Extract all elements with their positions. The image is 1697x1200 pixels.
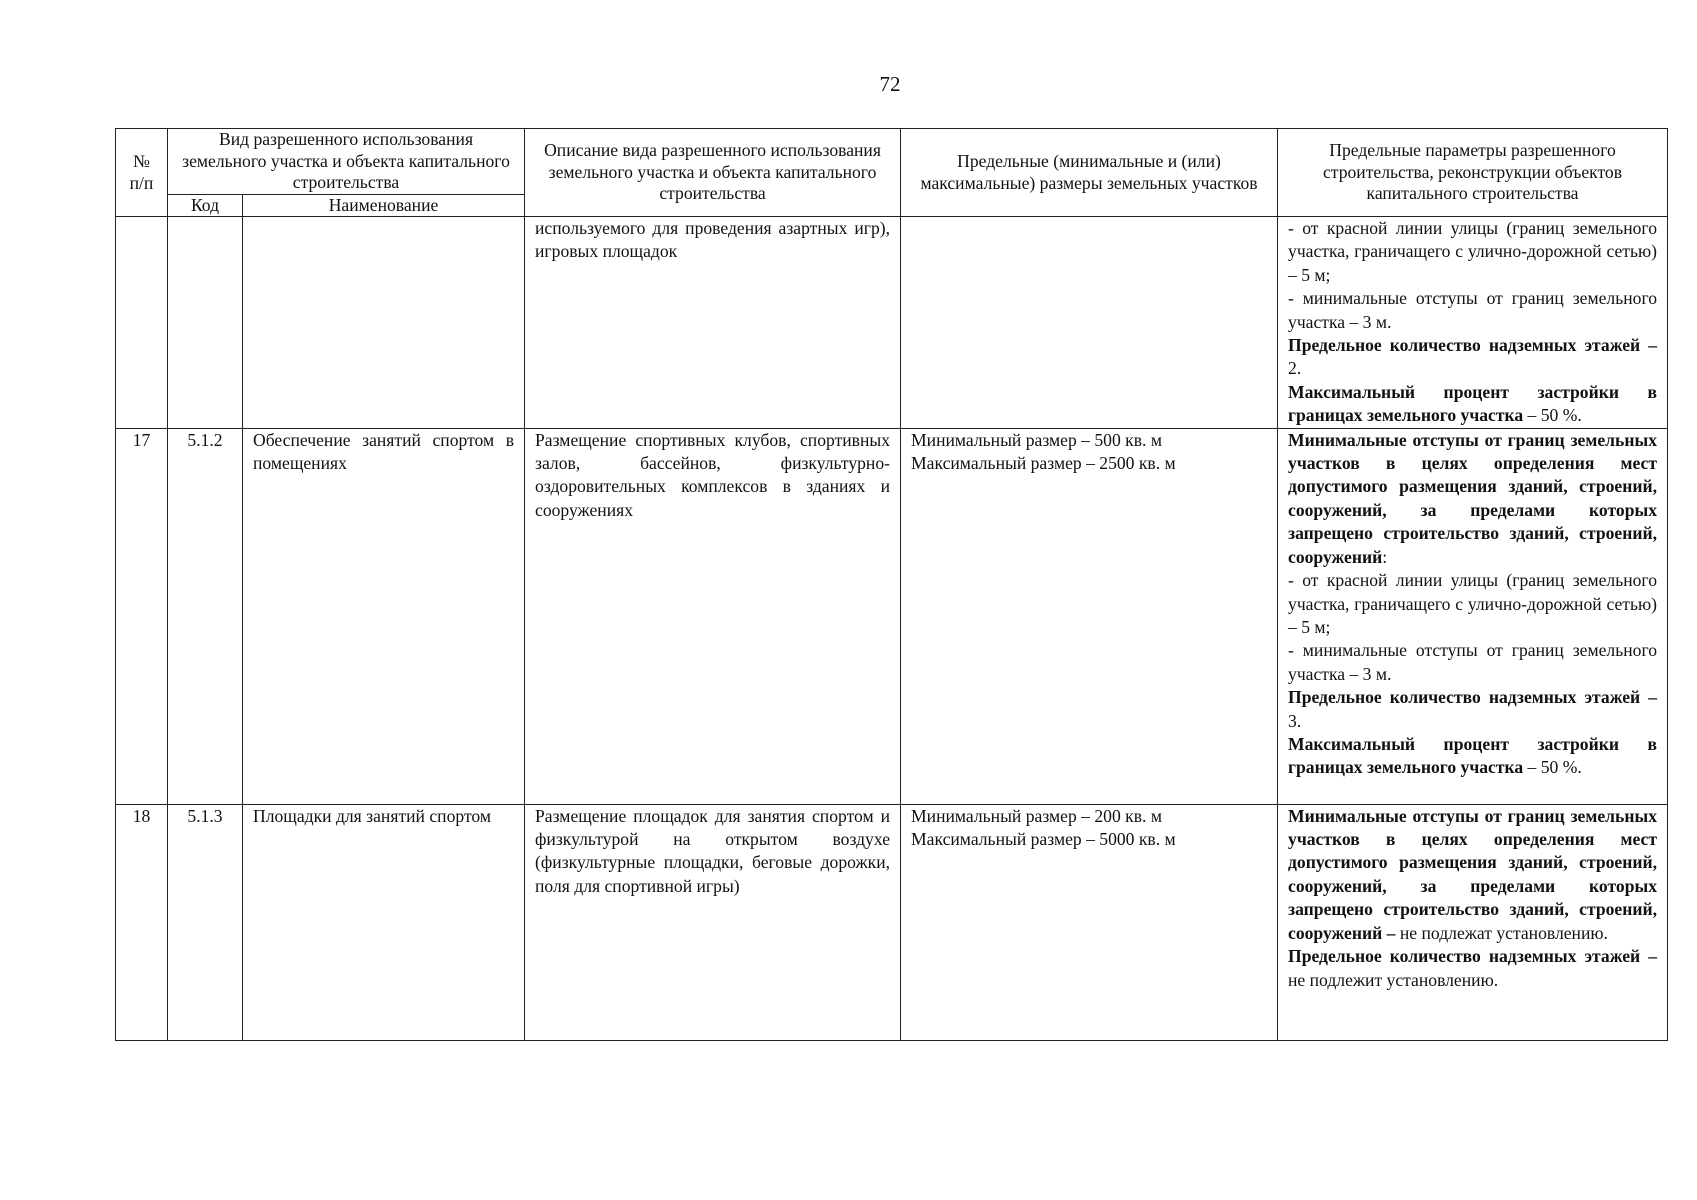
row-name: Обеспечение занятий спортом в помещениях bbox=[243, 428, 525, 804]
param-floors bbox=[1288, 945, 1657, 992]
param-floors-value: не подлежит установлению. bbox=[1288, 969, 1499, 990]
table-row bbox=[116, 217, 1668, 429]
header-description: Описание вида разрешенного использования земельного участка и объекта капитального строительства bbox=[525, 129, 901, 217]
param-floors-value: 2. bbox=[1288, 358, 1302, 379]
header-name: Наименование bbox=[243, 194, 525, 217]
param-offsets bbox=[1288, 805, 1657, 945]
param-floors bbox=[1288, 686, 1657, 733]
size-max: Максимальный размер – 5000 кв. м bbox=[911, 829, 1176, 850]
row-description: Размещение площадок для занятия спортом и физкультурой на открытом воздухе (физкультурные площадки, беговые дорожки, поля для спортивной игры) bbox=[525, 804, 901, 1040]
page-number: 72 bbox=[879, 72, 901, 96]
param-floors-label: Предельное количество надземных этажей – bbox=[1288, 687, 1658, 708]
param-percent-value: – 50 %. bbox=[1523, 757, 1582, 778]
table-row bbox=[116, 804, 1668, 1040]
param-percent bbox=[1288, 733, 1657, 780]
permitted-use-table bbox=[115, 128, 1668, 1041]
param-floors-value: 3. bbox=[1288, 710, 1302, 731]
param-floors-label: Предельное количество надземных этажей – bbox=[1288, 335, 1658, 356]
row-name: Площадки для занятий спортом bbox=[243, 804, 525, 1040]
param-red-line: - от красной линии улицы (границ земельного участка, граничащего с улично-дорожной сетью) – 5 м; bbox=[1288, 570, 1658, 637]
header-code: Код bbox=[168, 194, 243, 217]
row-num: 17 bbox=[116, 428, 168, 804]
param-offsets-suffix: : bbox=[1382, 546, 1388, 567]
param-offsets bbox=[1288, 429, 1657, 569]
row-code: 5.1.2 bbox=[168, 428, 243, 804]
param-floors bbox=[1288, 334, 1657, 381]
param-offsets-suffix: не подлежат установлению. bbox=[1395, 922, 1608, 943]
table-row bbox=[116, 428, 1668, 804]
row-num: 18 bbox=[116, 804, 168, 1040]
param-percent bbox=[1288, 381, 1657, 428]
header-use-type: Вид разрешенного использования земельного участка и объекта капитального строительства bbox=[168, 129, 525, 195]
row-name bbox=[243, 217, 525, 429]
param-percent-label: Максимальный процент застройки в границах земельного участка bbox=[1288, 381, 1658, 426]
param-offsets-label: Минимальные отступы от границ земельных участков в целях определения мест допустимого размещения зданий, строений, сооружений, за пределами которых запрещено строительство зданий, строений, сооружений – bbox=[1288, 805, 1658, 943]
row-params bbox=[1278, 804, 1668, 1040]
row-plot-sizes bbox=[901, 217, 1278, 429]
param-red-line: - от красной линии улицы (границ земельного участка, граничащего с улично-дорожной сетью) – 5 м; bbox=[1288, 218, 1658, 285]
row-description: используемого для проведения азартных игр), игровых площадок bbox=[525, 217, 901, 429]
param-percent-value: – 50 %. bbox=[1523, 405, 1582, 426]
param-min-offset: - минимальные отступы от границ земельного участка – 3 м. bbox=[1288, 288, 1658, 332]
header-params: Предельные параметры разрешенного строительства, реконструкции объектов капитального строительства bbox=[1278, 129, 1668, 217]
size-min: Минимальный размер – 500 кв. м bbox=[911, 429, 1162, 450]
row-num bbox=[116, 217, 168, 429]
row-plot-sizes bbox=[901, 804, 1278, 1040]
row-description: Размещение спортивных клубов, спортивных залов, бассейнов, физкультурно-оздоровительных комплексов в зданиях и сооружениях bbox=[525, 428, 901, 804]
row-code bbox=[168, 217, 243, 429]
param-offsets-label: Минимальные отступы от границ земельных участков в целях определения мест допустимого размещения зданий, строений, сооружений, за пределами которых запрещено строительство зданий, строений, сооружений bbox=[1288, 429, 1658, 567]
param-percent-label: Максимальный процент застройки в границах земельного участка bbox=[1288, 733, 1658, 778]
size-max: Максимальный размер – 2500 кв. м bbox=[911, 453, 1176, 474]
header-plot-sizes: Предельные (минимальные и (или) максимальные) размеры земельных участков bbox=[901, 129, 1278, 217]
param-floors-label: Предельное количество надземных этажей – bbox=[1288, 946, 1658, 967]
row-code: 5.1.3 bbox=[168, 804, 243, 1040]
size-min: Минимальный размер – 200 кв. м bbox=[911, 805, 1162, 826]
row-plot-sizes bbox=[901, 428, 1278, 804]
param-min-offset: - минимальные отступы от границ земельного участка – 3 м. bbox=[1288, 640, 1658, 684]
header-num: № п/п bbox=[116, 129, 168, 217]
row-params bbox=[1278, 217, 1668, 429]
row-params bbox=[1278, 428, 1668, 804]
